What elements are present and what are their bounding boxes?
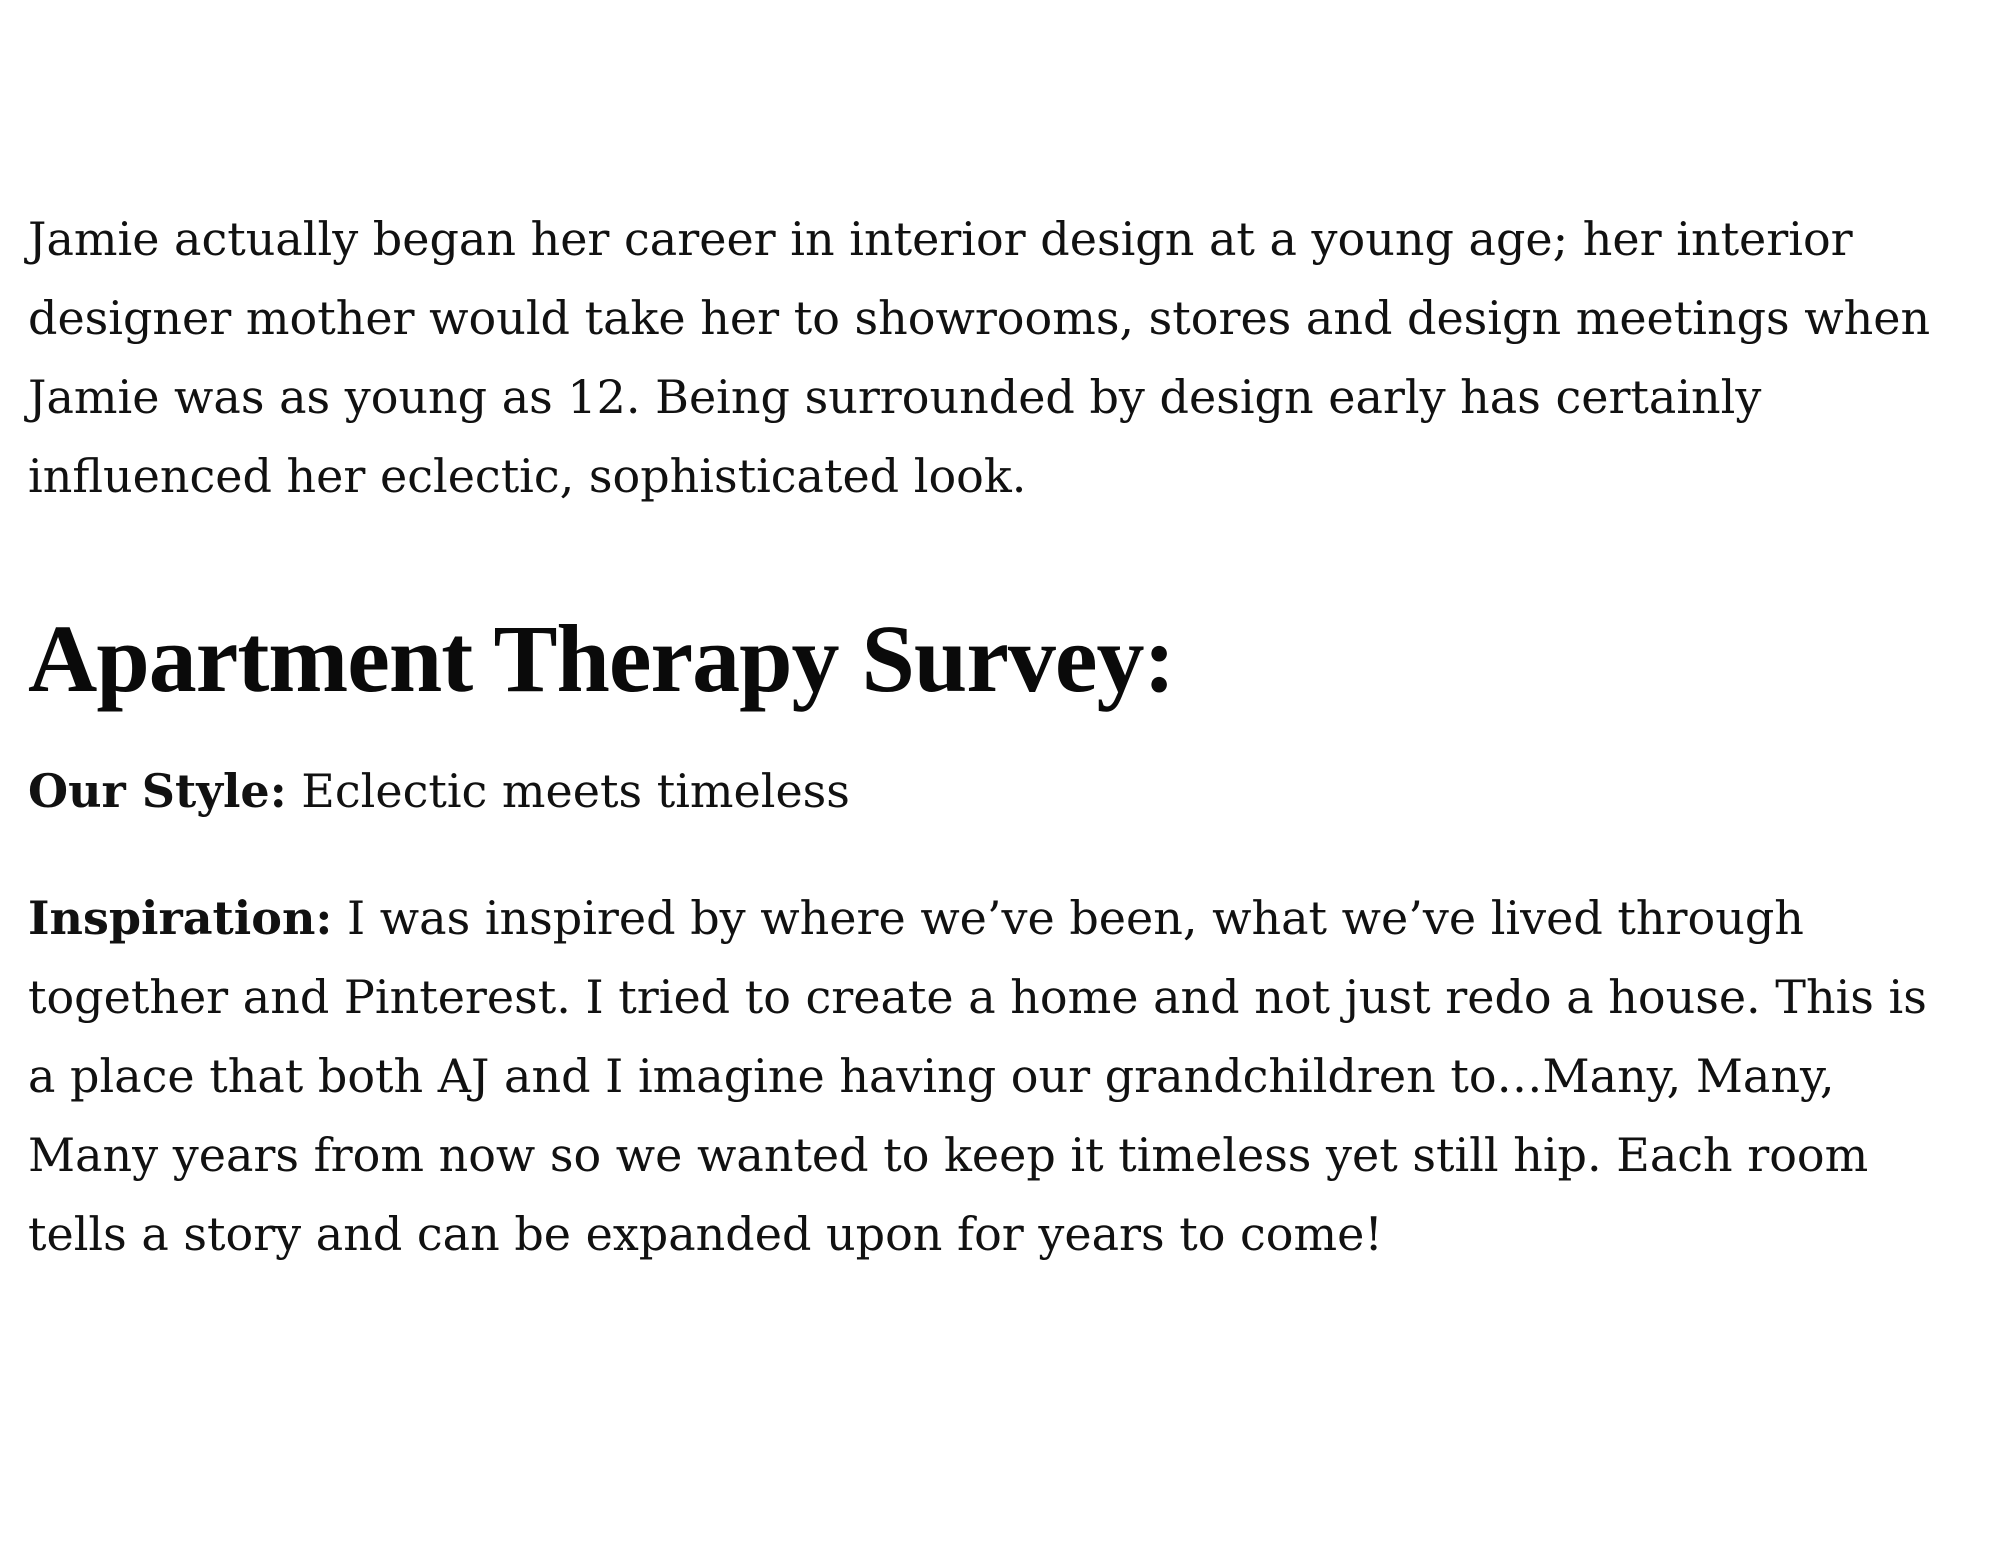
- inspiration-value: I was inspired by where we’ve been, what we’ve lived through together and Pinterest. I tried to create a home and not just redo a house. This is a place that both AJ and I imagine having our grandchildren to…Many, Many, Many years from now so we wanted to keep it timeless yet still hip. Each room tells a story and can be expanded upon for years to come!: [28, 891, 1927, 1261]
- article-content: [28, 200, 1968, 1274]
- style-value: Eclectic meets timeless: [286, 764, 850, 818]
- inspiration-label: Inspiration:: [28, 891, 333, 945]
- intro-paragraph: Jamie actually began her career in interior design at a young age; her interior designer mother would take her to showrooms, stores and design meetings when Jamie was as young as 12. Being surrounded by design early has certainly influenced her eclectic, sophisticated look.: [28, 212, 1931, 503]
- inspiration-paragraph: [28, 879, 1968, 1274]
- style-line: [28, 752, 1968, 831]
- style-label: Our Style:: [28, 764, 287, 818]
- section-heading: Apartment Therapy Survey:: [28, 605, 1175, 712]
